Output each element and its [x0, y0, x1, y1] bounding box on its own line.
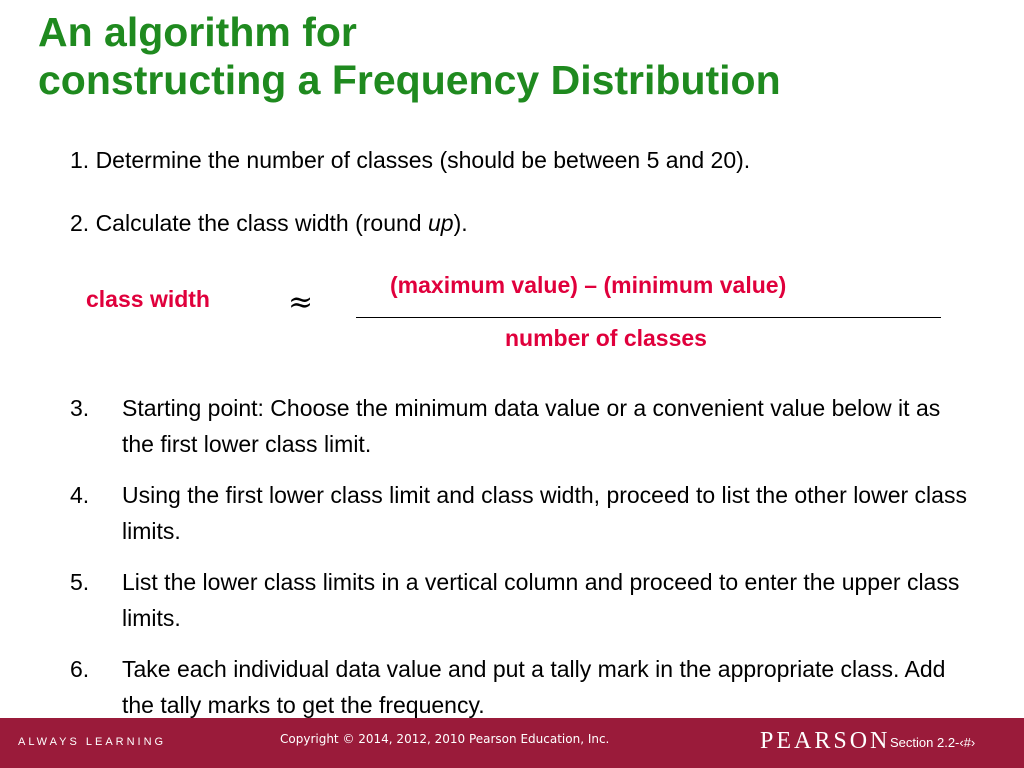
list-item-text: Using the first lower class limit and class width, proceed to list the other lower class limits. — [122, 482, 967, 544]
steps-list — [70, 390, 970, 738]
formula-denominator: number of classes — [505, 325, 707, 351]
list-item-text: List the lower class limits in a vertical column and proceed to enter the upper class limits. — [122, 569, 960, 631]
list-item — [70, 651, 970, 723]
footer-bar — [0, 718, 1024, 768]
list-item-text: Take each individual data value and put a tally mark in the appropriate class. Add the tally marks to get the frequency. — [122, 656, 946, 718]
list-item-number: 6. — [70, 656, 90, 682]
fraction-bar — [356, 317, 941, 318]
list-item — [70, 390, 970, 462]
slide-title-line1: An algorithm for — [38, 9, 357, 55]
formula-numerator: (maximum value) – (minimum value) — [390, 272, 787, 298]
step-2 — [70, 209, 468, 237]
step-2-emphasis: up — [427, 210, 454, 236]
slide-title-line2: constructing a Frequency Distribution — [38, 57, 781, 103]
pearson-logo: PEARSON — [760, 728, 891, 754]
step-2-text: 2. Calculate the class width (round — [70, 210, 428, 236]
section-number: Section 2.2-‹#› — [890, 735, 976, 750]
list-item — [70, 477, 970, 549]
formula-lhs: class width — [86, 286, 210, 312]
slide-title — [38, 8, 781, 104]
list-item — [70, 564, 970, 636]
approx-symbol: ≈ — [288, 285, 314, 320]
footer-tagline: ALWAYS LEARNING — [18, 736, 167, 748]
step-1: 1. Determine the number of classes (should be between 5 and 20). — [70, 147, 751, 173]
list-item-number: 3. — [70, 395, 90, 421]
step-2-end: ). — [453, 210, 468, 236]
copyright-notice: Copyright © 2014, 2012, 2010 Pearson Education, Inc. — [280, 732, 610, 746]
list-item-number: 4. — [70, 482, 90, 508]
list-item-text: Starting point: Choose the minimum data value or a convenient value below it as the first lower class limit. — [122, 395, 941, 457]
list-item-number: 5. — [70, 569, 90, 595]
